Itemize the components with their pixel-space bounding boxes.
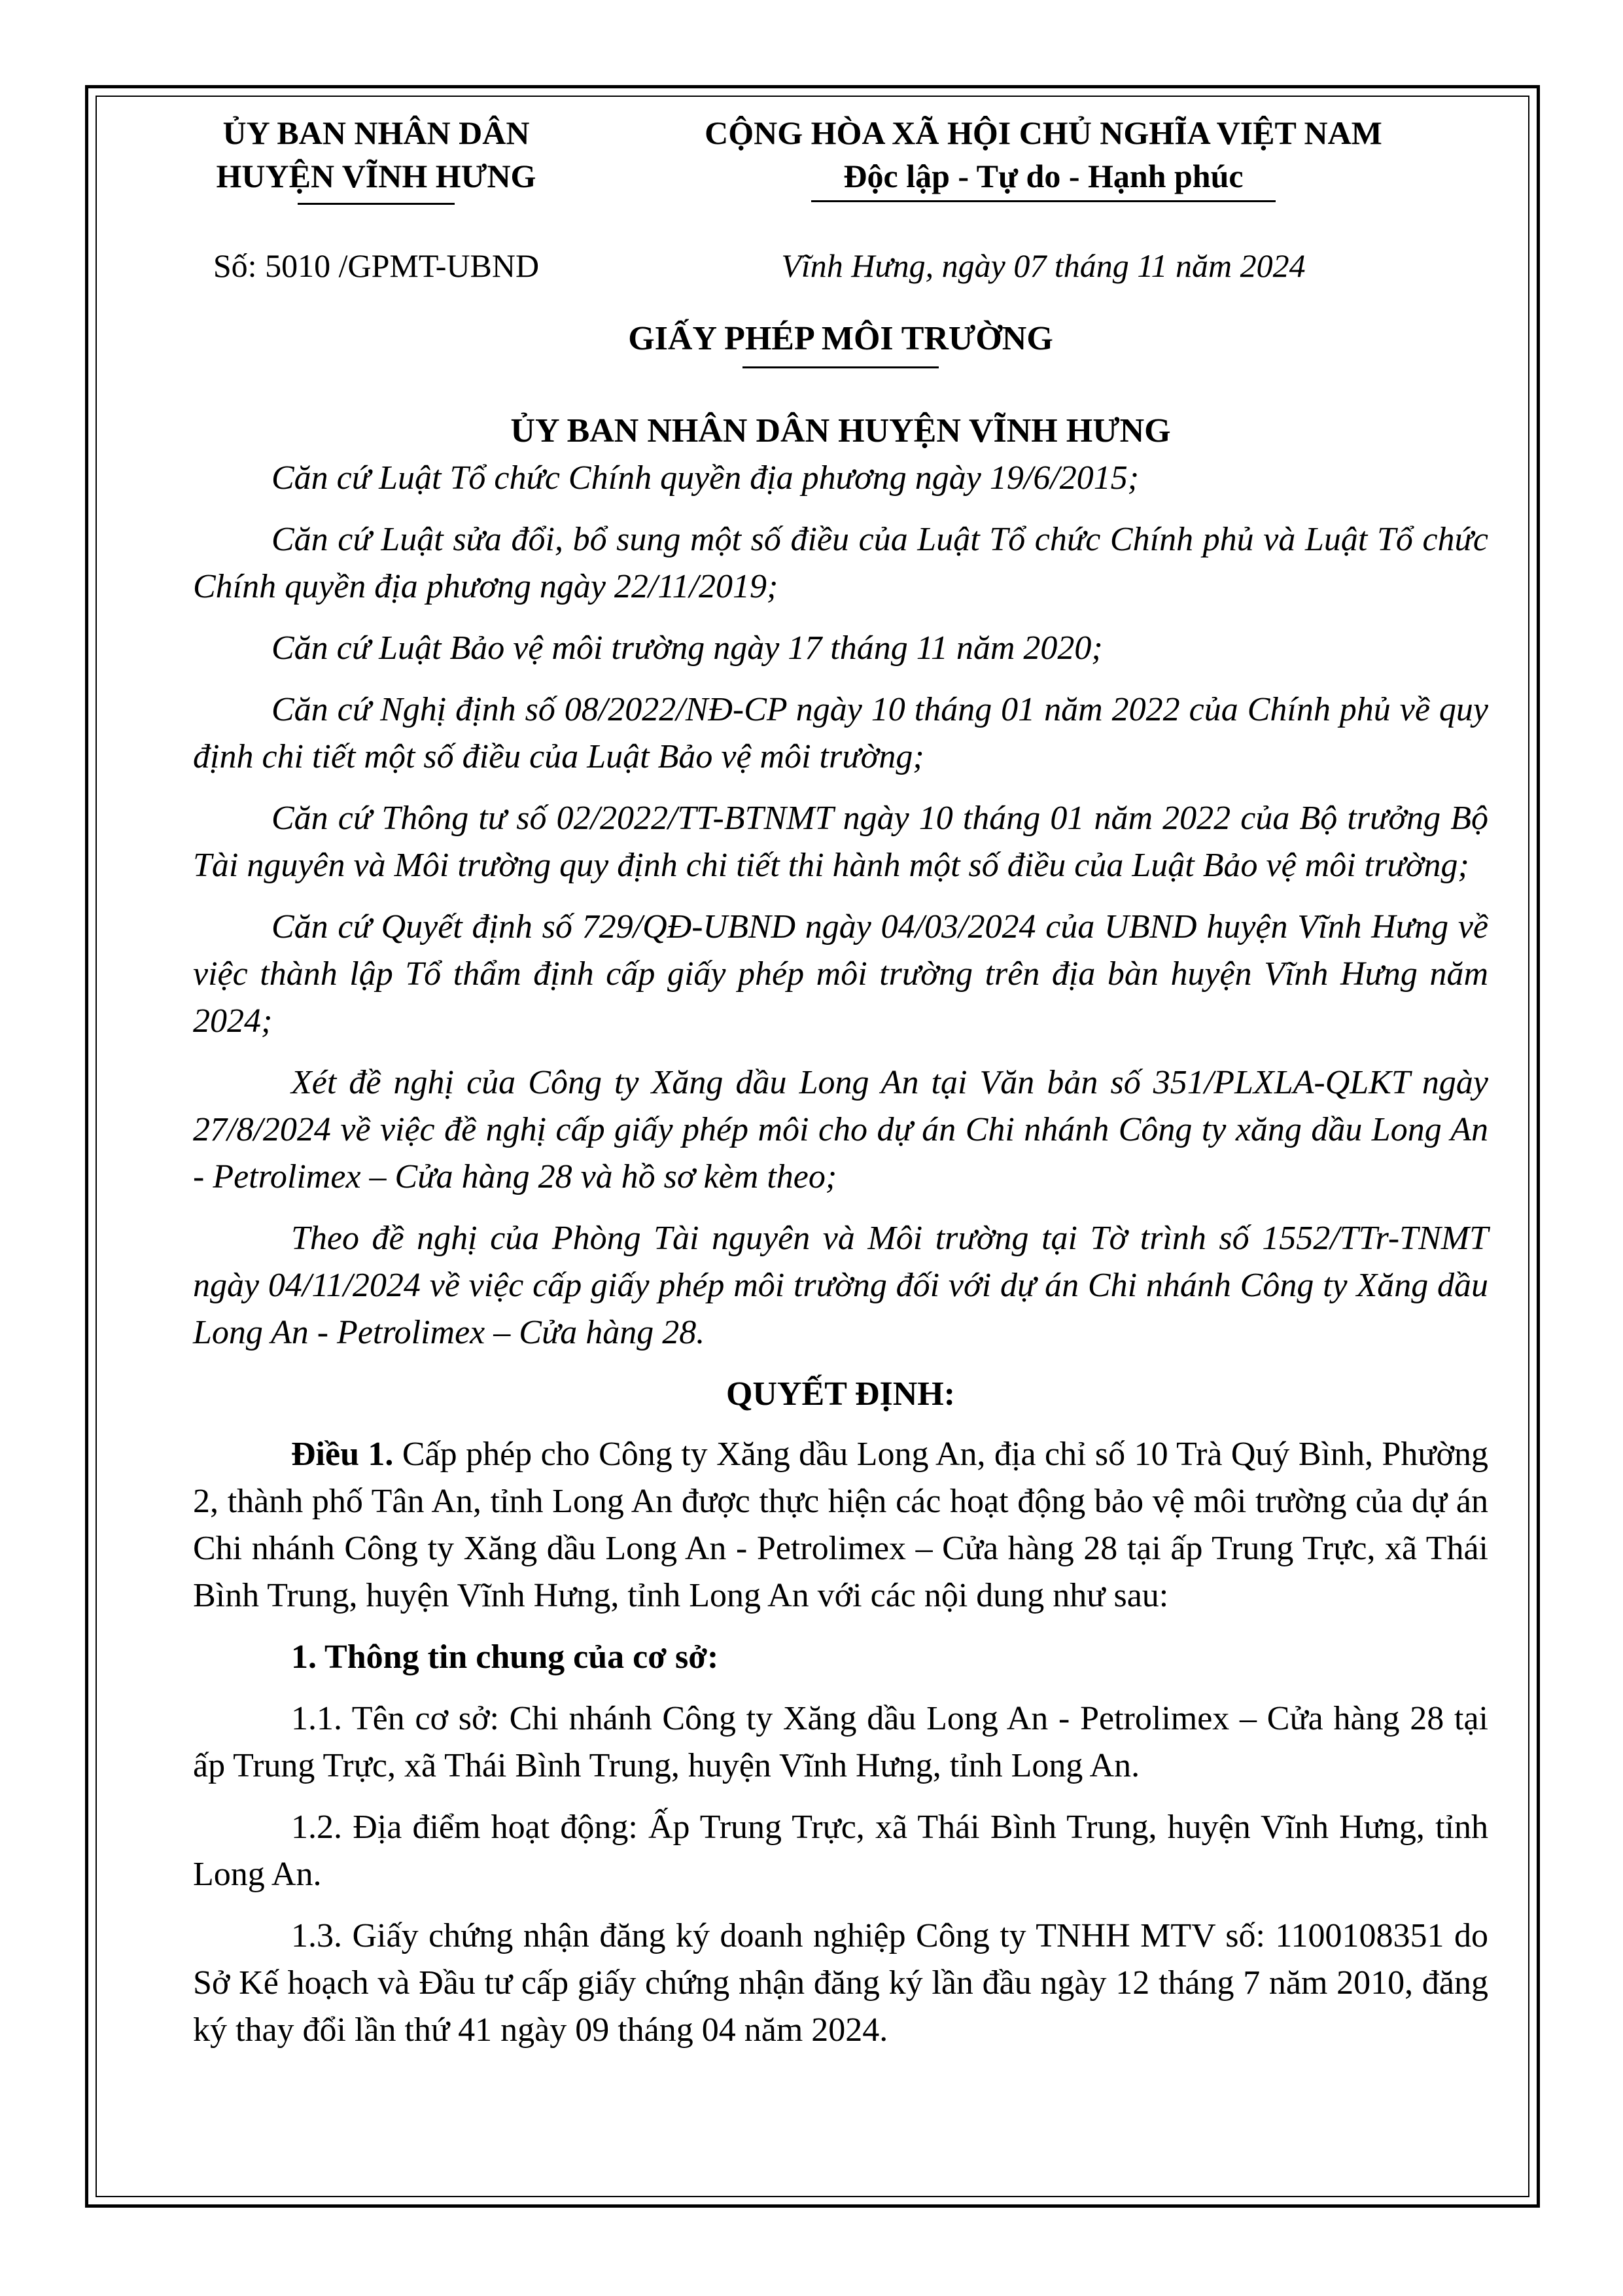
document-body <box>193 111 1488 2068</box>
agency-line-1: ỦY BAN NHÂN DÂN <box>222 115 530 151</box>
legal-basis-item: Căn cứ Thông tư số 02/2022/TT-BTNMT ngày 10 tháng 01 năm 2022 của Bộ trưởng Bộ Tài nguyên và Môi trường quy định chi tiết thi hành một số điều của Luật Bảo vệ môi trường; <box>193 800 1488 884</box>
legal-basis-item: Căn cứ Luật sửa đổi, bổ sung một số điều của Luật Tổ chức Chính phủ và Luật Tổ chức Chính quyền địa phương ngày 22/11/2019; <box>193 521 1488 605</box>
legal-basis-item: Căn cứ Luật Bảo vệ môi trường ngày 17 tháng 11 năm 2020; <box>271 629 1103 667</box>
title-underline <box>742 366 939 368</box>
document-header <box>193 111 1488 308</box>
legal-basis-item: Xét đề nghị của Công ty Xăng dầu Long An tại Văn bản số 351/PLXLA-QLKT ngày 27/8/2024 về việc đề nghị cấp giấy phép môi cho dự án Chi nhánh Công ty xăng dầu Long An - Petrolimex – Cửa hàng 28 và hồ sơ kèm theo; <box>193 1064 1488 1195</box>
section-item: 1.1. Tên cơ sở: Chi nhánh Công ty Xăng dầu Long An - Petrolimex – Cửa hàng 28 tại ấp Trung Trực, xã Thái Bình Trung, huyện Vĩnh Hưng, tỉnh Long An. <box>193 1700 1488 1784</box>
document-title: GIẤY PHÉP MÔI TRƯỜNG <box>628 320 1053 357</box>
national-motto-block <box>612 111 1475 202</box>
country-name: CỘNG HÒA XÃ HỘI CHỦ NGHĨA VIỆT NAM <box>705 115 1382 151</box>
agency-block <box>193 111 559 205</box>
article-1-label: Điều 1. <box>291 1436 394 1473</box>
section-item: 1.2. Địa điểm hoạt động: Ấp Trung Trực, xã Thái Bình Trung, huyện Vĩnh Hưng, tỉnh Long An. <box>193 1809 1488 1893</box>
article-1-text: Cấp phép cho Công ty Xăng dầu Long An, địa chỉ số 10 Trà Quý Bình, Phường 2, thành phố Tân An, tỉnh Long An được thực hiện các hoạt động bảo vệ môi trường của dự án Chi nhánh Công ty Xăng dầu Long An - Petrolimex – Cửa hàng 28 tại ấp Trung Trực, xã Thái Bình Trung, huyện Vĩnh Hưng, tỉnh Long An với các nội dung như sau: <box>193 1436 1488 1614</box>
legal-basis-item: Căn cứ Nghị định số 08/2022/NĐ-CP ngày 10 tháng 01 năm 2022 của Chính phủ về quy định chi tiết một số điều của Luật Bảo vệ môi trường; <box>193 691 1488 775</box>
document-number: Số: 5010 /GPMT-UBND <box>213 247 540 284</box>
section-item: 1.3. Giấy chứng nhận đăng ký doanh nghiệp Công ty TNHH MTV số: 1100108351 do Sở Kế hoạch và Đầu tư cấp giấy chứng nhận đăng ký lần đầu ngày 12 tháng 7 năm 2010, đăng ký thay đổi lần thứ 41 ngày 09 tháng 04 năm 2024. <box>193 1917 1488 2049</box>
agency-underline <box>298 203 455 205</box>
decision-heading: QUYẾT ĐỊNH: <box>725 1375 956 1413</box>
legal-basis-item: Theo đề nghị của Phòng Tài nguyên và Môi trường tại Tờ trình số 1552/TTr-TNMT ngày 04/11/2024 về việc cấp giấy phép môi trường đối với dự án Chi nhánh Công ty Xăng dầu Long An - Petrolimex – Cửa hàng 28. <box>193 1220 1488 1351</box>
document-date: Vĩnh Hưng, ngày 07 tháng 11 năm 2024 <box>781 247 1306 284</box>
section-1-heading: 1. Thông tin chung của cơ sở: <box>291 1638 719 1676</box>
issuer-heading: ỦY BAN NHÂN DÂN HUYỆN VĨNH HƯNG <box>510 412 1171 450</box>
legal-basis-item: Căn cứ Luật Tổ chức Chính quyền địa phương ngày 19/6/2015; <box>271 459 1140 497</box>
motto-underline <box>811 200 1276 202</box>
article-1 <box>193 1431 1488 1619</box>
motto: Độc lập - Tự do - Hạnh phúc <box>843 158 1244 194</box>
agency-line-2: HUYỆN VĨNH HƯNG <box>216 158 536 194</box>
legal-basis-item: Căn cứ Quyết định số 729/QĐ-UBND ngày 04/03/2024 của UBND huyện Vĩnh Hưng về việc thành lập Tổ thẩm định cấp giấy phép môi trường trên địa bàn huyện Vĩnh Hưng năm 2024; <box>193 908 1488 1040</box>
